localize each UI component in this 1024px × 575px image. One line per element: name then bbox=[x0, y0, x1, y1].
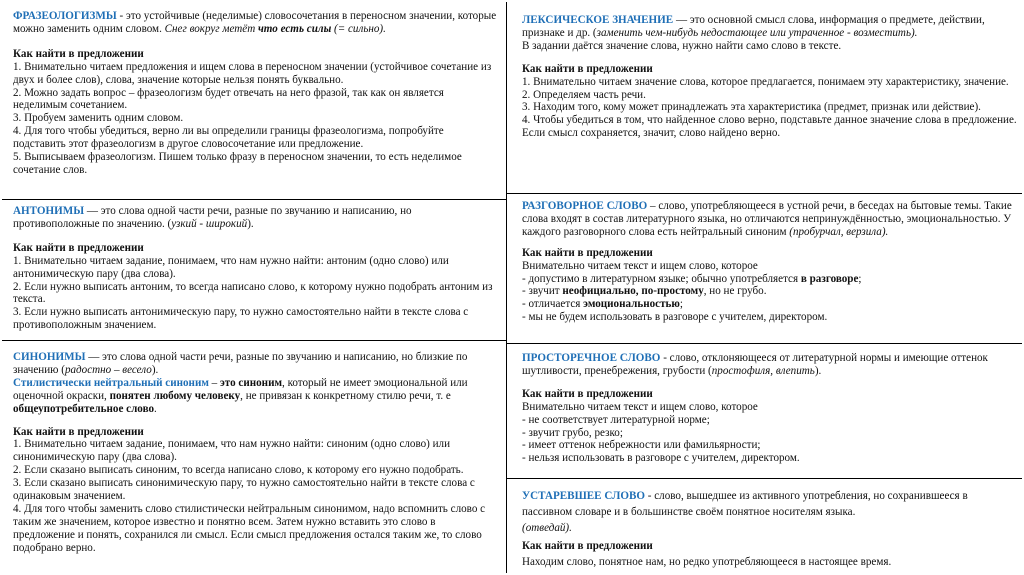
vernacular-section bbox=[522, 352, 1017, 477]
phraseologisms-example-end: (= сильно). bbox=[331, 22, 386, 35]
antonyms-def-end: ). bbox=[247, 217, 254, 230]
phraseologisms-step: 1. Внимательно читаем предложения и ищем слова в переносном значении (устойчивое сочетание из двух и более слов), слова, значение которые нельзя понять буквально. bbox=[13, 60, 492, 86]
antonyms-definition bbox=[13, 205, 499, 231]
lexical-section bbox=[522, 14, 1017, 192]
vernacular-def-end: ). bbox=[814, 364, 822, 377]
colloquial-intro: Внимательно читаем текст и ищем слово, которое bbox=[522, 259, 758, 272]
divider-left-2 bbox=[2, 340, 506, 341]
vernacular-line: Внимательно читаем текст и ищем слово, которое bbox=[522, 400, 758, 413]
phraseologisms-step: 4. Для того чтобы убедиться, верно ли вы определили границы фразеологизма, попробуйте подставить этот фразеологизм в другое словосочетание или предложение. bbox=[13, 125, 444, 151]
phraseologisms-example: Снег вокруг метёт bbox=[164, 22, 258, 35]
synonyms-neutral-bold: это синоним bbox=[220, 376, 283, 389]
colloquial-item-text: ; bbox=[858, 272, 862, 285]
obsolete-how-title: Как найти в предложении bbox=[522, 540, 653, 552]
vernacular-definition bbox=[522, 352, 1017, 378]
vernacular-line: - имеет оттенок небрежности или фамильярности; bbox=[522, 439, 761, 452]
colloquial-example: (пробурчал, верзила). bbox=[789, 225, 889, 238]
colloquial-item-bold: неофициально, по-простому bbox=[562, 285, 704, 298]
synonyms-neutral-bold: понятен любому человеку bbox=[109, 389, 241, 402]
vernacular-line: - звучит грубо, резко; bbox=[522, 426, 623, 439]
divider-left-1 bbox=[2, 199, 506, 200]
colloquial-item-text: - звучит bbox=[522, 285, 563, 298]
synonyms-neutral-term: Стилистически нейтральный синоним bbox=[13, 376, 209, 389]
lexical-def-end: ь). bbox=[905, 26, 918, 39]
phraseologisms-term: ФРАЗЕОЛОГИЗМЫ bbox=[13, 10, 117, 22]
obsolete-term: УСТАРЕВШЕЕ СЛОВО bbox=[522, 490, 646, 502]
synonyms-neutral-text: – bbox=[208, 376, 220, 389]
antonyms-how-title: Как найти в предложении bbox=[13, 241, 144, 254]
synonyms-def-end: ). bbox=[151, 363, 159, 376]
colloquial-item-bold: эмоциональностью bbox=[583, 298, 680, 311]
lexical-definition bbox=[522, 14, 1017, 40]
colloquial-section bbox=[522, 200, 1017, 342]
vernacular-term: ПРОСТОРЕЧНОЕ СЛОВО bbox=[522, 352, 661, 364]
phraseologisms-def: - это устойчивые (неделимые) словосочетания в переносном значении, которые можно заменить одним словом. bbox=[13, 10, 497, 35]
phraseologisms-example-bold: что есть силы bbox=[257, 22, 332, 35]
obsolete-example: (отведай). bbox=[522, 522, 572, 534]
phraseologisms-step: 3. Пробуем заменить одним словом. bbox=[13, 112, 184, 125]
obsolete-section bbox=[522, 488, 1017, 573]
lexical-how-title: Как найти в предложении bbox=[522, 62, 653, 75]
colloquial-def: – слово, употребляющееся в устной речи, в беседах на бытовые темы. Такие слова входят в состав литературного языка, но отличаются непринуждённостью, эмоциональностью. У каждого разговорного слова есть нейтральный синоним bbox=[522, 200, 1012, 238]
colloquial-item-text: , но не грубо. bbox=[703, 285, 767, 298]
divider-right-3 bbox=[507, 478, 1022, 479]
colloquial-definition bbox=[522, 200, 1017, 239]
lexical-term: ЛЕКСИЧЕСКОЕ ЗНАЧЕНИЕ bbox=[522, 14, 674, 26]
colloquial-item: - мы не будем использовать в разговоре с учителем, директором. bbox=[522, 311, 828, 324]
synonyms-term: СИНОНИМЫ bbox=[13, 351, 86, 363]
synonyms-definition bbox=[13, 351, 499, 377]
colloquial-term: РАЗГОВОРНОЕ СЛОВО bbox=[522, 200, 648, 212]
synonyms-how-title: Как найти в предложении bbox=[13, 425, 144, 438]
synonyms-neutral-bold: общеупотребительное слово bbox=[13, 402, 155, 415]
colloquial-item bbox=[522, 273, 1017, 286]
vernacular-example: простофиля, влепить bbox=[711, 364, 815, 377]
colloquial-item-text: - отличается bbox=[522, 298, 584, 311]
antonyms-section bbox=[13, 205, 499, 339]
synonyms-neutral-text: , не привязан к конкретному стилю речи, т. е bbox=[240, 389, 451, 402]
obsolete-line: Находим слово, понятное нам, но редко употребляющееся в настоящее время. bbox=[522, 556, 892, 568]
lexical-def: — это основной смысл слова, информация о предмете, действии, признаке и др. ( bbox=[522, 14, 985, 39]
lexical-extra: В задании даётся значение слова, нужно найти само слово в тексте. bbox=[522, 39, 842, 52]
obsolete-def: - слово, вышедшее из активного употребления, но сохранившееся в пассивном словаре и в большинстве своём понятное носителям языка. bbox=[522, 490, 968, 518]
antonyms-example: узкий - широкий bbox=[171, 217, 248, 230]
vernacular-how-title: Как найти в предложении bbox=[522, 387, 653, 400]
lexical-step: 1. Внимательно читаем значение слова, которое предлагается, понимаем эту характеристику, значение. bbox=[522, 75, 1009, 88]
vernacular-line: - нельзя использовать в разговоре с учителем, директором. bbox=[522, 452, 800, 465]
synonyms-neutral-text: . bbox=[154, 402, 157, 415]
vernacular-def: - слово, отклоняющееся от литературной нормы и имеющие оттенок шутливости, пренебрежения, грубости ( bbox=[522, 352, 988, 377]
lexical-step: 3. Находим того, кому может принадлежать эта характеристика (предмет, признак или действие). bbox=[522, 101, 981, 114]
colloquial-how-title: Как найти в предложении bbox=[522, 246, 653, 259]
antonyms-def: — это слова одной части речи, разные по звучанию и написанию, но противоположные по значению. ( bbox=[13, 205, 412, 230]
colloquial-item-text: ; bbox=[679, 298, 683, 311]
synonyms-example: радостно – весело bbox=[64, 363, 152, 376]
lexical-example: заменить чем-нибудь недостающее или утраченное - возместит bbox=[596, 26, 906, 39]
phraseologisms-section bbox=[13, 10, 499, 198]
synonyms-section bbox=[13, 351, 499, 573]
synonyms-def: — это слова одной части речи, разные по звучанию и написанию, но близкие по значению ( bbox=[13, 351, 468, 376]
obsolete-definition bbox=[522, 488, 1017, 520]
phraseologisms-step: 2. Можно задать вопрос – фразеологизм будет отвечать на него фразой, так как он является неделимым сочетанием. bbox=[13, 86, 444, 112]
vertical-divider bbox=[506, 2, 507, 573]
phraseologisms-how-title: Как найти в предложении bbox=[13, 47, 144, 60]
phraseologisms-definition bbox=[13, 10, 499, 36]
synonyms-step: 4. Для того чтобы заменить слово стилистически нейтральным синонимом, надо вспомнить слово с таким же значением, которое известно и понятно всем. Затем нужно вставить это слово в предложение и понять, сохранился ли смысл. Если смысл предложения остался таким же, то слово подобрано верно. bbox=[13, 502, 486, 554]
synonyms-step: 2. Если сказано выписать синоним, то всегда написано слово, к которому его нужно подобрать. bbox=[13, 464, 464, 477]
antonyms-step: 2. Если нужно выписать антоним, то всегда написано слово, к которому нужно подобрать антоним из текста. bbox=[13, 280, 493, 306]
antonyms-term: АНТОНИМЫ bbox=[13, 205, 85, 217]
synonyms-neutral bbox=[13, 377, 499, 416]
lexical-step: 4. Чтобы убедиться в том, что найденное слово верно, подставьте данное значение слова в предложение. Если смысл сохраняется, значит, слово найдено верно. bbox=[522, 114, 1017, 140]
divider-right-1 bbox=[507, 193, 1022, 194]
colloquial-item bbox=[522, 298, 1017, 311]
antonyms-step: 1. Внимательно читаем задание, понимаем, что нам нужно найти: антоним (одно слово) или антонимическую пару (два слова). bbox=[13, 254, 449, 280]
vernacular-line: - не соответствует литературной норме; bbox=[522, 413, 710, 426]
phraseologisms-step: 5. Выписываем фразеологизм. Пишем только фразу в переносном значении, то есть неделимое сочетание слов. bbox=[13, 151, 462, 176]
colloquial-item-bold: в разговоре bbox=[800, 272, 859, 285]
lexical-step: 2. Определяем часть речи. bbox=[522, 88, 646, 101]
antonyms-step: 3. Если нужно выписать антонимическую пару, то нужно самостоятельно найти в тексте слова с противоположным значением. bbox=[13, 306, 469, 332]
colloquial-item bbox=[522, 285, 1017, 298]
colloquial-item-text: - допустимо в литературном языке; обычно употребляется bbox=[522, 272, 801, 285]
divider-right-2 bbox=[507, 343, 1022, 344]
synonyms-step: 3. Если сказано выписать синонимическую пару, то нужно самостоятельно найти в тексте слова с одинаковым значением. bbox=[13, 477, 475, 503]
synonyms-step: 1. Внимательно читаем задание, понимаем, что нам нужно найти: синоним (одно слово) или синонимическую пару (два слова). bbox=[13, 438, 451, 464]
synonyms-neutral-text: , который не имеет эмоциональной или оценочной окраски, bbox=[13, 376, 468, 402]
